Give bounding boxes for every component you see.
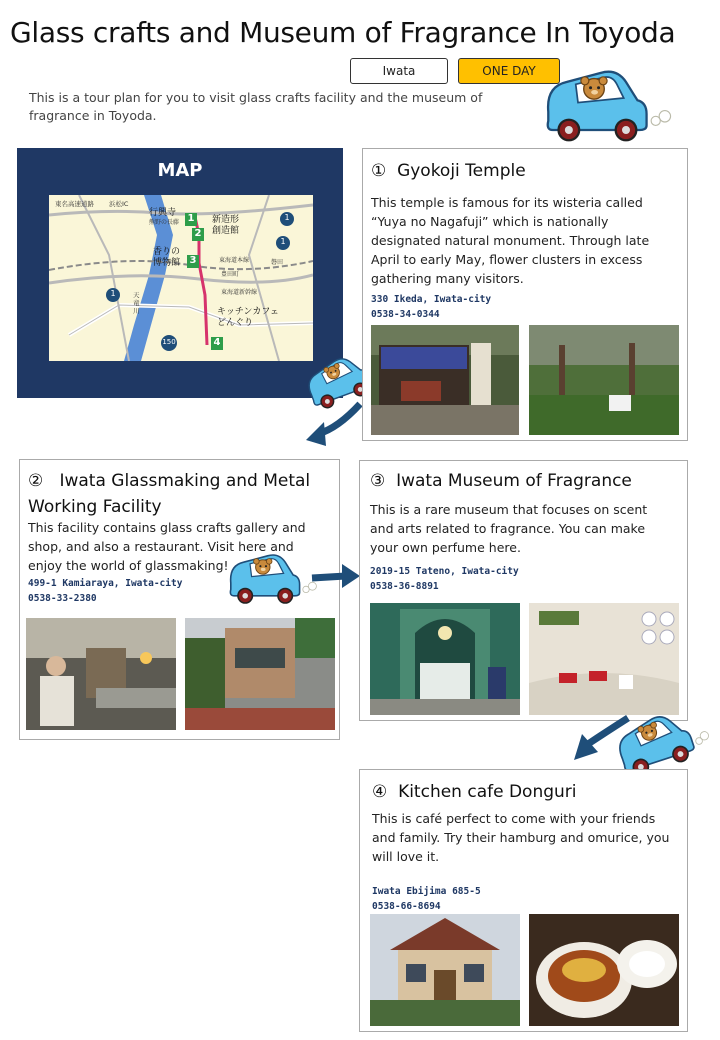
spot-4-phone: 0538-66-8694: [372, 901, 441, 912]
map-marker-1: 1: [187, 213, 195, 224]
map-label-ic: 浜松IC: [109, 200, 129, 208]
map-marker-4: 4: [213, 337, 221, 348]
route-map-drawing: [49, 195, 313, 361]
map-label-gyokoji: 行興寺: [149, 208, 177, 218]
duration-tag: ONE DAY: [458, 58, 560, 84]
map-label-fragrance: 香りの 博物館: [153, 247, 181, 268]
spot-4-address: Iwata Ebijima 685-5: [372, 886, 481, 897]
spot-3-title: [370, 471, 632, 491]
spot-2-phone: 0538-33-2380: [28, 593, 97, 604]
map-label-shinkansen: 東海道新幹線: [221, 289, 258, 296]
spot-2-description: This facility contains glass crafts gallery and shop, and also a restaurant. Visit here and enjoy the world of glassmaking!: [28, 520, 306, 573]
spot-1-name: Gyokoji Temple: [397, 161, 526, 181]
spot-3-name: Iwata Museum of Fragrance: [396, 471, 632, 491]
spot-1-photo-shrine: [371, 325, 519, 435]
spot-4-description: This is café perfect to come with your friends and family. Try their hamburg and omurice, you will love it.: [372, 811, 670, 864]
map-label-route1-a: 1: [284, 213, 290, 222]
spot-1-phone: 0538-34-0344: [371, 309, 440, 320]
intro-text: This is a tour plan for you to visit glass crafts facility and the museum of fragrance in Toyoda.: [29, 90, 483, 123]
map-label-cafe: キッチンカフェ どんぐり: [217, 307, 279, 328]
spot-1-description: This temple is famous for its wisteria called “Yuya no Nagafuji” which is nationally designated natural monument. Through late April to early May, flower clusters in excess gathering many visitors.: [371, 195, 650, 286]
spot-3-photo-exhibit: [529, 603, 679, 715]
spot-3-description: This is a rare museum that focuses on scent and arts related to fragrance. You can make your own perfume here.: [370, 502, 648, 555]
arrow-1-to-2: [298, 398, 368, 458]
spot-4-number: ④: [372, 782, 388, 802]
spot-1-photo-wisteria: [529, 325, 679, 435]
spot-card-4: [359, 769, 688, 1032]
spot-card-3: [359, 460, 688, 721]
spot-2-photo-workshop: [26, 618, 176, 730]
map-label-glass: 新造形 創造館: [212, 215, 240, 236]
map-panel: [17, 148, 343, 398]
spot-2-number: ②: [28, 471, 44, 491]
spot-1-number: ①: [371, 161, 387, 181]
arrow-3-to-4: [566, 712, 636, 768]
spot-1-address: 330 Ikeda, Iwata-city: [371, 294, 492, 305]
map-label-route150: 150: [162, 338, 176, 346]
spot-3-number: ③: [370, 471, 386, 491]
spot-4-photo-dish: [529, 914, 679, 1026]
spot-3-address: 2019-15 Tateno, Iwata-city: [370, 566, 519, 577]
spot-4-title: [372, 782, 577, 802]
map-label-tenryu: 天竜川: [133, 291, 140, 315]
map-title: MAP: [157, 160, 203, 181]
map-label-route1-c: 1: [110, 289, 116, 298]
car-illustration-header: [540, 66, 680, 146]
spot-3-phone: 0538-36-8891: [370, 581, 439, 592]
route-map: [49, 195, 313, 361]
area-tag: Iwata: [350, 58, 448, 84]
map-label-tokaido: 東海道本線: [219, 257, 250, 264]
spot-card-1: [362, 148, 688, 441]
page-title: Glass crafts and Museum of Fragrance In Toyoda: [10, 16, 676, 49]
spot-4-photo-cafe: [370, 914, 520, 1026]
map-label-station-toyodacho: 豊田町: [221, 271, 240, 278]
map-marker-2: 2: [194, 228, 202, 239]
spot-2-name: Iwata Glassmaking and Metal Working Facility: [28, 471, 311, 517]
map-label-expressway: 東名高速道路: [55, 200, 94, 208]
arrow-2-to-3: [310, 562, 362, 592]
spot-2-address: 499-1 Kamiaraya, Iwata-city: [28, 578, 183, 589]
map-label-route1-b: 1: [280, 237, 286, 246]
map-label-gyokoji-sub: 熊野の長藤: [149, 219, 180, 226]
spot-2-photo-building: [185, 618, 335, 730]
spot-1-title: [371, 161, 526, 181]
spot-2-title: [28, 468, 338, 520]
map-label-station-iwata: 磐田: [271, 259, 284, 266]
spot-4-name: Kitchen cafe Donguri: [398, 782, 577, 802]
spot-3-photo-entrance: [370, 603, 520, 715]
car-illustration-2: [226, 548, 322, 610]
map-marker-3: 3: [189, 255, 197, 266]
